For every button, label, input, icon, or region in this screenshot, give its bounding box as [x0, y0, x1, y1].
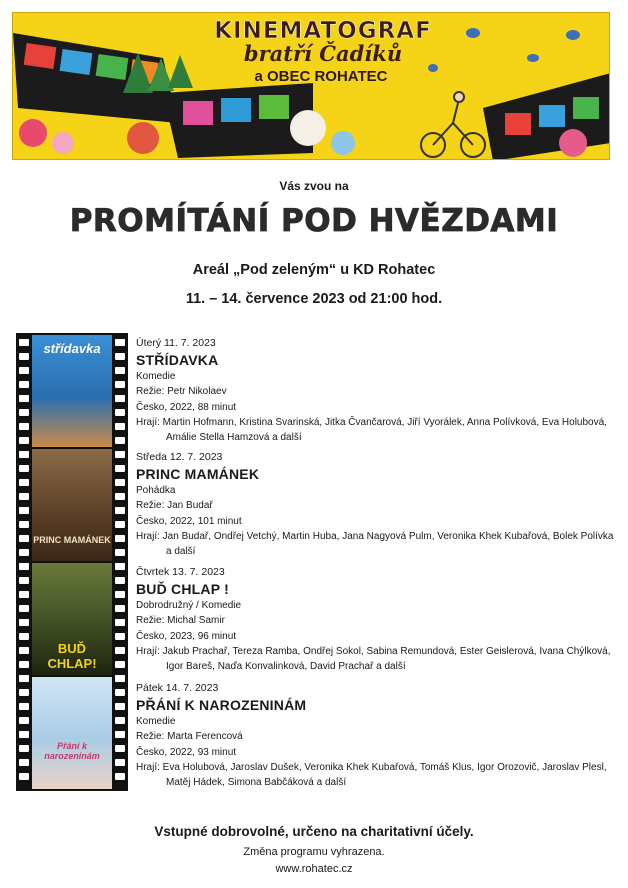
sprocket-hole — [19, 535, 29, 542]
film-strip-holes-left — [19, 333, 29, 791]
film-entry-3 — [136, 565, 616, 674]
film-strip-holes-right — [115, 333, 125, 791]
sprocket-hole — [19, 381, 29, 388]
sprocket-hole — [115, 409, 125, 416]
sprocket-hole — [19, 675, 29, 682]
film-director: Režie: Petr Nikolaev — [136, 386, 227, 398]
sprocket-hole — [19, 395, 29, 402]
sprocket-hole — [19, 409, 29, 416]
film-info: Česko, 2022, 101 minut — [136, 515, 242, 527]
sprocket-hole — [19, 647, 29, 654]
film-director: Režie: Jan Budař — [136, 500, 213, 512]
sprocket-hole — [115, 367, 125, 374]
film-entry-4 — [136, 681, 616, 790]
sprocket-hole — [19, 703, 29, 710]
sprocket-hole — [115, 717, 125, 724]
sprocket-hole — [115, 437, 125, 444]
sprocket-hole — [19, 437, 29, 444]
film-entry-2 — [136, 450, 616, 559]
sprocket-hole — [115, 423, 125, 430]
sprocket-hole — [19, 549, 29, 556]
website-link[interactable]: www.rohatec.cz — [275, 863, 353, 875]
poster-bud-chlap — [32, 563, 112, 675]
sprocket-hole — [19, 577, 29, 584]
sprocket-hole — [115, 605, 125, 612]
sprocket-hole — [19, 339, 29, 346]
sprocket-hole — [19, 773, 29, 780]
film-strip — [16, 333, 128, 791]
poster-title: střídavka — [43, 341, 101, 356]
sprocket-hole — [115, 591, 125, 598]
sprocket-hole — [115, 521, 125, 528]
film-info: Česko, 2023, 96 minut — [136, 630, 237, 642]
film-title: PRINC MAMÁNEK — [136, 466, 260, 483]
sprocket-hole — [115, 493, 125, 500]
banner-subtitle: a OBEC ROHATEC — [254, 68, 388, 85]
sprocket-hole — [19, 689, 29, 696]
sprocket-hole — [19, 367, 29, 374]
sprocket-hole — [115, 451, 125, 458]
film-entry-1 — [136, 336, 616, 445]
sprocket-hole — [115, 563, 125, 570]
dates-line: 11. – 14. července 2023 od 21:00 hod. — [185, 291, 443, 307]
program-change-note: Změna programu vyhrazena. — [243, 846, 385, 858]
sprocket-hole — [115, 619, 125, 626]
film-genre: Komedie — [136, 716, 176, 728]
sprocket-hole — [19, 465, 29, 472]
sprocket-hole — [115, 745, 125, 752]
sprocket-hole — [115, 647, 125, 654]
sprocket-hole — [115, 577, 125, 584]
sprocket-hole — [19, 451, 29, 458]
banner-title-line1: KINEMATOGRAF — [214, 18, 432, 44]
sprocket-hole — [19, 717, 29, 724]
film-director: Režie: Marta Ferencová — [136, 731, 243, 743]
sprocket-hole — [19, 661, 29, 668]
film-genre: Komedie — [136, 371, 176, 383]
sprocket-hole — [115, 339, 125, 346]
film-day: Úterý 11. 7. 2023 — [136, 337, 216, 349]
sprocket-hole — [19, 423, 29, 430]
sprocket-hole — [115, 381, 125, 388]
banner-title-line2: bratří Čadíků — [243, 41, 403, 66]
sprocket-hole — [19, 493, 29, 500]
film-cast: Hrají: Jan Budař, Ondřej Vetchý, Martin Huba, Jana Nagyová Pulm, Veronika Khek Kubařová, Bolek Polívka a další — [136, 530, 614, 558]
sprocket-hole — [19, 633, 29, 640]
sprocket-hole — [115, 689, 125, 696]
sprocket-hole — [19, 563, 29, 570]
poster-stridavka — [32, 335, 112, 447]
film-genre: Pohádka — [136, 485, 176, 497]
sprocket-hole — [19, 521, 29, 528]
film-genre: Dobrodružný / Komedie — [136, 600, 242, 612]
poster-title: BUĎ CHLAP! — [47, 641, 97, 671]
poster-title: PRINC MAMÁNEK — [33, 535, 111, 545]
sprocket-hole — [19, 759, 29, 766]
sprocket-hole — [19, 591, 29, 598]
admission-note: Vstupné dobrovolné, určeno na charitativní účely. — [154, 824, 474, 839]
sprocket-hole — [115, 661, 125, 668]
sprocket-hole — [115, 395, 125, 402]
sprocket-hole — [115, 465, 125, 472]
film-cast: Hrají: Martin Hofmann, Kristina Svarinská, Jitka Čvančarová, Jiří Vyorálek, Anna Polívková, Eva Holubová, Amálie Stella Hamzová a další — [136, 416, 607, 444]
film-cast: Hrají: Jakub Prachař, Tereza Ramba, Ondřej Sokol, Sabina Remundová, Ester Geislerová, Ivana Chýlková, Igor Bareš, Naďa Konvalinková, David Prachař a další — [136, 645, 611, 673]
sprocket-hole — [19, 479, 29, 486]
sprocket-hole — [115, 703, 125, 710]
sprocket-hole — [115, 675, 125, 682]
sprocket-hole — [115, 507, 125, 514]
film-cast: Hrají: Eva Holubová, Jaroslav Dušek, Veronika Khek Kubařová, Tomáš Klus, Igor Orozovič, Jaroslav Plesl, Matěj Hádek, Simona Babčáková a další — [136, 761, 607, 789]
header-banner — [12, 12, 610, 160]
film-title: STŘÍDAVKA — [136, 352, 219, 369]
sprocket-hole — [115, 479, 125, 486]
sprocket-hole — [115, 773, 125, 780]
poster-prani-k-narozeninam — [32, 677, 112, 789]
sprocket-hole — [19, 619, 29, 626]
venue-line: Areál „Pod zeleným“ u KD Rohatec — [192, 262, 436, 278]
film-info: Česko, 2022, 93 minut — [136, 746, 237, 758]
sprocket-hole — [115, 353, 125, 360]
film-day: Čtvrtek 13. 7. 2023 — [136, 566, 225, 578]
sprocket-hole — [19, 507, 29, 514]
sprocket-hole — [115, 549, 125, 556]
film-title: PŘÁNÍ K NAROZENINÁM — [136, 697, 307, 714]
sprocket-hole — [115, 633, 125, 640]
page-title: PROMÍTÁNÍ POD HVĚZDAMI — [69, 203, 559, 239]
invite-line: Vás zvou na — [279, 179, 349, 193]
film-director: Režie: Michal Samir — [136, 615, 225, 627]
poster-title: Přání k narozeninám — [44, 741, 100, 761]
sprocket-hole — [19, 605, 29, 612]
sprocket-hole — [115, 759, 125, 766]
film-day: Středa 12. 7. 2023 — [136, 451, 223, 463]
sprocket-hole — [115, 731, 125, 738]
poster-princ-mamanek — [32, 449, 112, 561]
cyclist-figure — [421, 92, 485, 157]
film-title: BUĎ CHLAP ! — [136, 581, 229, 598]
sprocket-hole — [19, 731, 29, 738]
sprocket-hole — [19, 745, 29, 752]
sprocket-hole — [19, 353, 29, 360]
banner-logo — [193, 19, 453, 65]
film-day: Pátek 14. 7. 2023 — [136, 682, 219, 694]
film-info: Česko, 2022, 88 minut — [136, 401, 237, 413]
sprocket-hole — [115, 535, 125, 542]
